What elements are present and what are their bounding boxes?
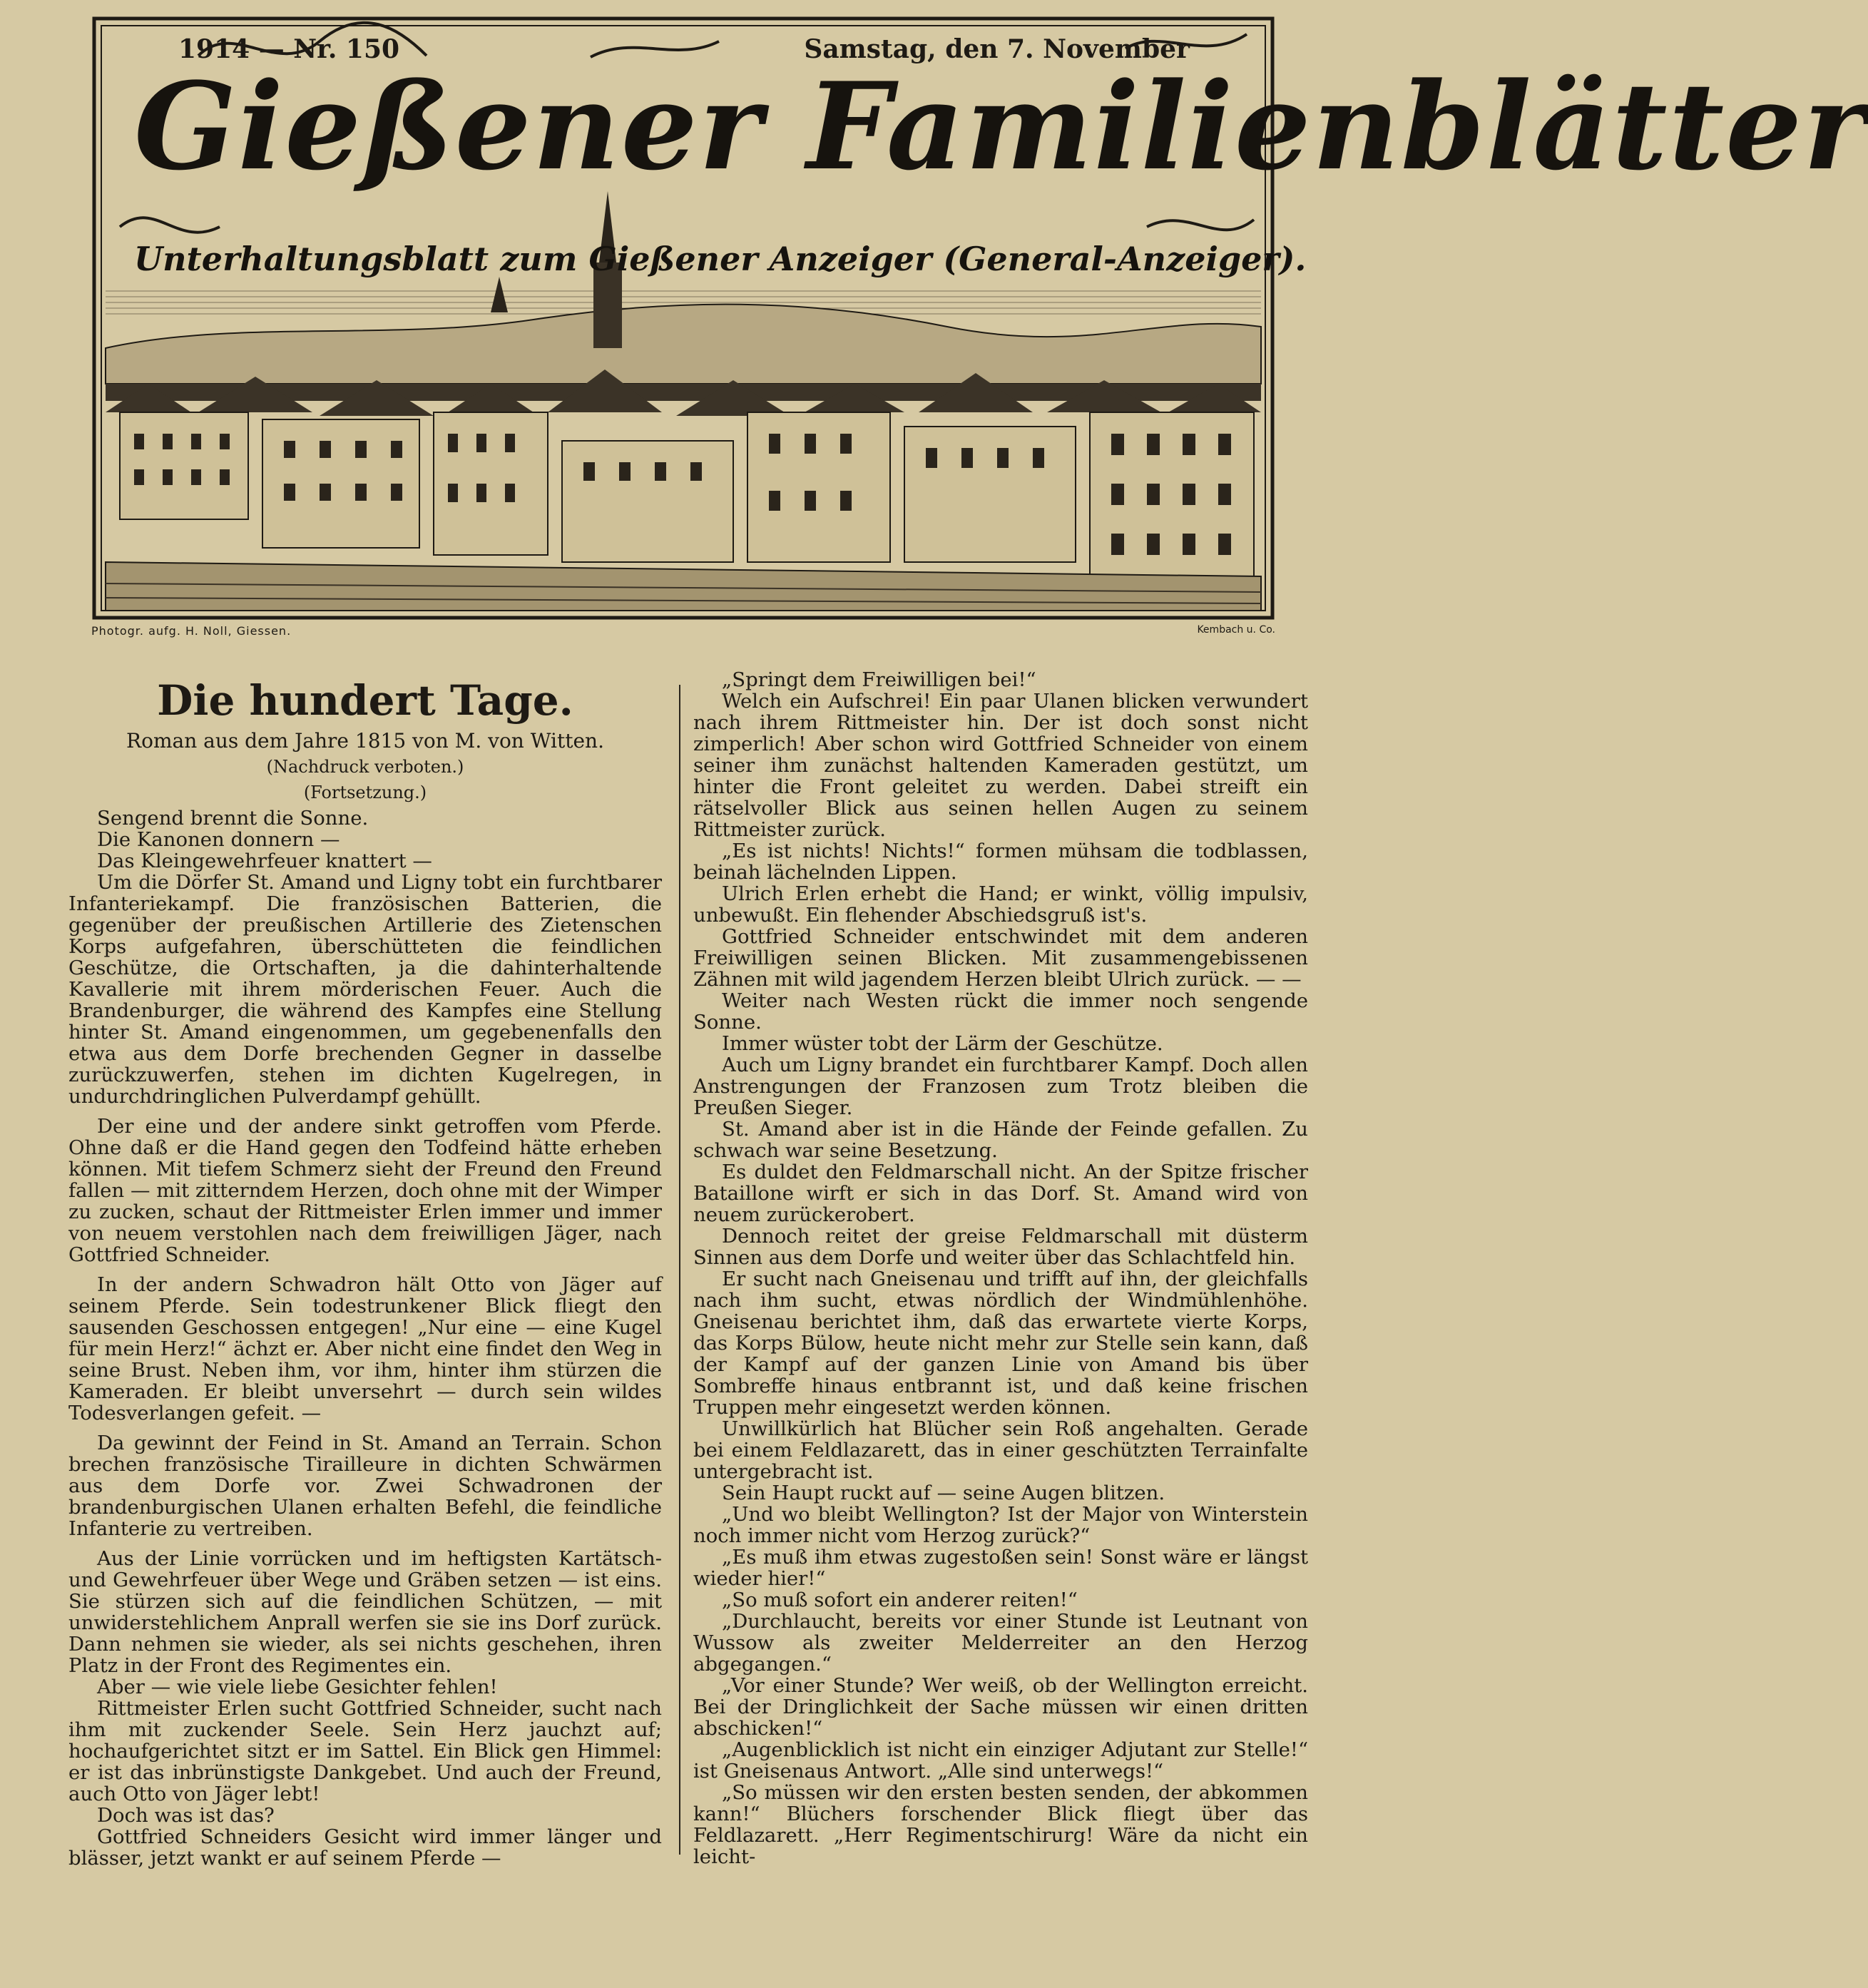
paragraph: Immer wüster tobt der Lärm der Geschütze. (722, 1032, 1163, 1055)
issue-date: Samstag, den 7. November (804, 34, 1190, 64)
paragraph: Welch ein Aufschrei! Ein paar Ulanen blicken verwundert nach ihrem Rittmeister hin. Der ist doch sonst nicht zimperlich! Aber schon wird Gottfried Schneider von einem seiner ihm zunächst haltenden Kameraden gestützt, um hinter die Front geleitet zu werden. Dabei streift ein rätselvoller Blick aus seinen hellen Augen zu seinem Rittmeister zurück. (693, 690, 1308, 841)
paragraph: „Augenblicklich ist nicht ein einziger Adjutant zur Stelle!“ ist Gneisenaus Antwort. „Alle sind unterwegs!“ (693, 1738, 1308, 1783)
paragraph: Sein Haupt ruckt auf — seine Augen blitzen. (722, 1482, 1165, 1504)
photo-credit: Photogr. aufg. H. Noll, Giessen. (91, 624, 292, 638)
paragraph: Doch was ist das? (97, 1804, 275, 1827)
paragraph: Das Kleingewehrfeuer knattert — (97, 850, 432, 872)
left-column (68, 669, 662, 1869)
paragraph: St. Amand aber ist in die Hände der Feinde gefallen. Zu schwach war seine Besetzung. (693, 1118, 1308, 1162)
paragraph: Aber — wie viele liebe Gesichter fehlen! (97, 1676, 498, 1698)
paragraph: Rittmeister Erlen sucht Gottfried Schneider, sucht nach ihm mit zuckender Seele. Sein Herz jauchzt auf; hochaufgerichtet sitzt er im Sattel. Ein Blick gen Himmel: er ist das inbrünstigste Dankgebet. Und auch der Freund, auch Otto von Jäger lebt! (68, 1697, 662, 1805)
masthead (91, 13, 1868, 638)
column-rule (679, 685, 680, 1855)
paragraph: Es duldet den Feldmarschall nicht. An der Spitze frischer Bataillone wirft er sich in das Dorf. St. Amand wird von neuem zurückerobert. (693, 1161, 1308, 1226)
paragraph: „Es ist nichts! Nichts!“ formen mühsam die todblassen, beinah lächelnden Lippen. (693, 840, 1308, 884)
paragraph: Gottfried Schneider entschwindet mit dem anderen Freiwilligen seinen Blicken. Mit zusammengebissenen Zähnen mit wild jagendem Herzen bleibt Ulrich zurück. — — (693, 925, 1308, 991)
paragraph: „Springt dem Freiwilligen bei!“ (722, 668, 1036, 691)
paragraph: Unwillkürlich hat Blücher sein Roß angehalten. Gerade bei einem Feldlazarett, das in einer geschützten Terrainfalte untergebracht ist. (693, 1417, 1308, 1483)
paragraph: „Es muß ihm etwas zugestoßen sein! Sonst wäre er längst wieder hier!“ (693, 1546, 1308, 1590)
paragraph: „Und wo bleibt Wellington? Ist der Major von Winterstein noch immer nicht vom Herzog zurück?“ (693, 1503, 1308, 1547)
paragraph: Er sucht nach Gneisenau und trifft auf ihn, der gleichfalls nach ihm sucht, etwas nördlich der Windmühlenhöhe. Gneisenau berichtet ihm, daß das erwartete vierte Korps, das Korps Bülow, heute nicht mehr zur Stelle sein kann, daß der Kampf auf der ganzen Linie von Amand bis über Sombreffe hinaus entbrannt ist, und daß keine frischen Truppen mehr eingesetzt werden können. (693, 1268, 1308, 1419)
paragraph: Da gewinnt der Feind in St. Amand an Terrain. Schon brechen französische Tirailleure in dichten Schwärmen aus dem Dorfe vor. Zwei Schwadronen der brandenburgischen Ulanen erhalten Befehl, die feindliche Infanterie zu vertreiben. (68, 1432, 662, 1540)
paragraph: „Durchlaucht, bereits vor einer Stunde ist Leutnant von Wussow als zweiter Melderreiter an den Herzog abgegangen.“ (693, 1610, 1308, 1676)
story-byline: Roman aus dem Jahre 1815 von M. von Witten. (126, 729, 604, 753)
paragraph: „So müssen wir den ersten besten senden, der abkommen kann!“ Blüchers forschender Blick fliegt über das Feldlazarett. „Herr Regimentschirurg! Wäre da nicht ein leicht- (693, 1781, 1308, 1868)
paragraph: Aus der Linie vorrücken und im heftigsten Kartätsch- und Gewehrfeuer über Wege und Gräben setzen — ist eins. Sie stürzen sich auf die feindlichen Schützen, — mit unwiderstehlichem Anprall werfen sie sie ins Dorf zurück. Dann nehmen sie wieder, als sei nichts geschehen, ihren Platz in der Front des Regimentes ein. (68, 1547, 662, 1677)
right-column (693, 669, 1308, 1867)
reprint-notice: (Nachdruck verboten.) (266, 757, 464, 777)
paragraph: Der eine und der andere sinkt getroffen vom Pferde. Ohne daß er die Hand gegen den Todfeind hätte erheben können. Mit tiefem Schmerz sieht der Freund den Freund fallen — mit zitterndem Herzen, doch ohne mit der Wimper zu zucken, schaut der Rittmeister Erlen immer und immer von neuem verstohlen nach dem freiwilligen Jäger, nach Gottfried Schneider. (68, 1115, 662, 1266)
paragraph: Dennoch reitet der greise Feldmarschall mit düsterm Sinnen aus dem Dorfe und weiter über das Schlachtfeld hin. (693, 1225, 1308, 1269)
paragraph: Sengend brennt die Sonne. (97, 807, 369, 830)
paragraph: „So muß sofort ein anderer reiten!“ (722, 1589, 1078, 1611)
paragraph: Die Kanonen donnern — (97, 828, 340, 851)
newspaper-title: Gießener Familienblätter (134, 56, 1868, 197)
paragraph: In der andern Schwadron hält Otto von Jäger auf seinem Pferde. Sein todestrunkener Blick fliegt den sausenden Geschossen entgegen! „Nur eine — eine Kugel für mein Herz!“ ächzt er. Aber nicht eine findet den Weg in seine Brust. Neben ihm, vor ihm, hinter ihm stürzen die Kameraden. Er bleibt unversehrt — durch sein wildes Todesverlangen gefeit. — (68, 1273, 662, 1424)
paragraph: Gottfried Schneiders Gesicht wird immer länger und blässer, jetzt wankt er auf seinem Pferde — (68, 1825, 662, 1870)
paragraph: Ulrich Erlen erhebt die Hand; er winkt, völlig impulsiv, unbewußt. Ein flehender Abschiedsgruß ist's. (693, 882, 1308, 927)
paragraph: „Vor einer Stunde? Wer weiß, ob der Wellington erreicht. Bei der Dringlichkeit der Sache müssen wir einen dritten abschicken!“ (693, 1674, 1308, 1740)
paragraph: Weiter nach Westen rückt die immer noch sengende Sonne. (693, 989, 1308, 1034)
continuation-note: (Fortsetzung.) (303, 783, 427, 802)
newspaper-subtitle: Unterhaltungsblatt zum Gießener Anzeiger (General-Anzeiger). (134, 240, 1307, 278)
paragraph: Auch um Ligny brandet ein furchtbarer Kampf. Doch allen Anstrengungen der Franzosen zum Trotz bleiben die Preußen Sieger. (693, 1054, 1308, 1119)
issue-number: 1914 — Nr. 150 (178, 34, 400, 64)
paragraph: Um die Dörfer St. Amand und Ligny tobt ein furchtbarer Infanteriekampf. Die französischen Batterien, die gegenüber der preußischen Artillerie des Zietenschen Korps aufgefahren, überschütteten die feindlichen Geschütze, die Ortschaften, ja die dahinterhaltende Kavallerie mit ihrem mörderischen Feuer. Auch die Brandenburger, die während des Kampfes eine Stellung hinter St. Amand eingenommen, um gegebenenfalls den etwa aus dem Dorfe brechenden Gegner in dasselbe zurückzuwerfen, stehen im dichten Kugelregen, in undurchdringlichen Pulverdampf gehüllt. (68, 871, 662, 1108)
engraver-credit: Kembach u. Co. (1197, 624, 1275, 636)
story-title: Die hundert Tage. (157, 676, 573, 725)
